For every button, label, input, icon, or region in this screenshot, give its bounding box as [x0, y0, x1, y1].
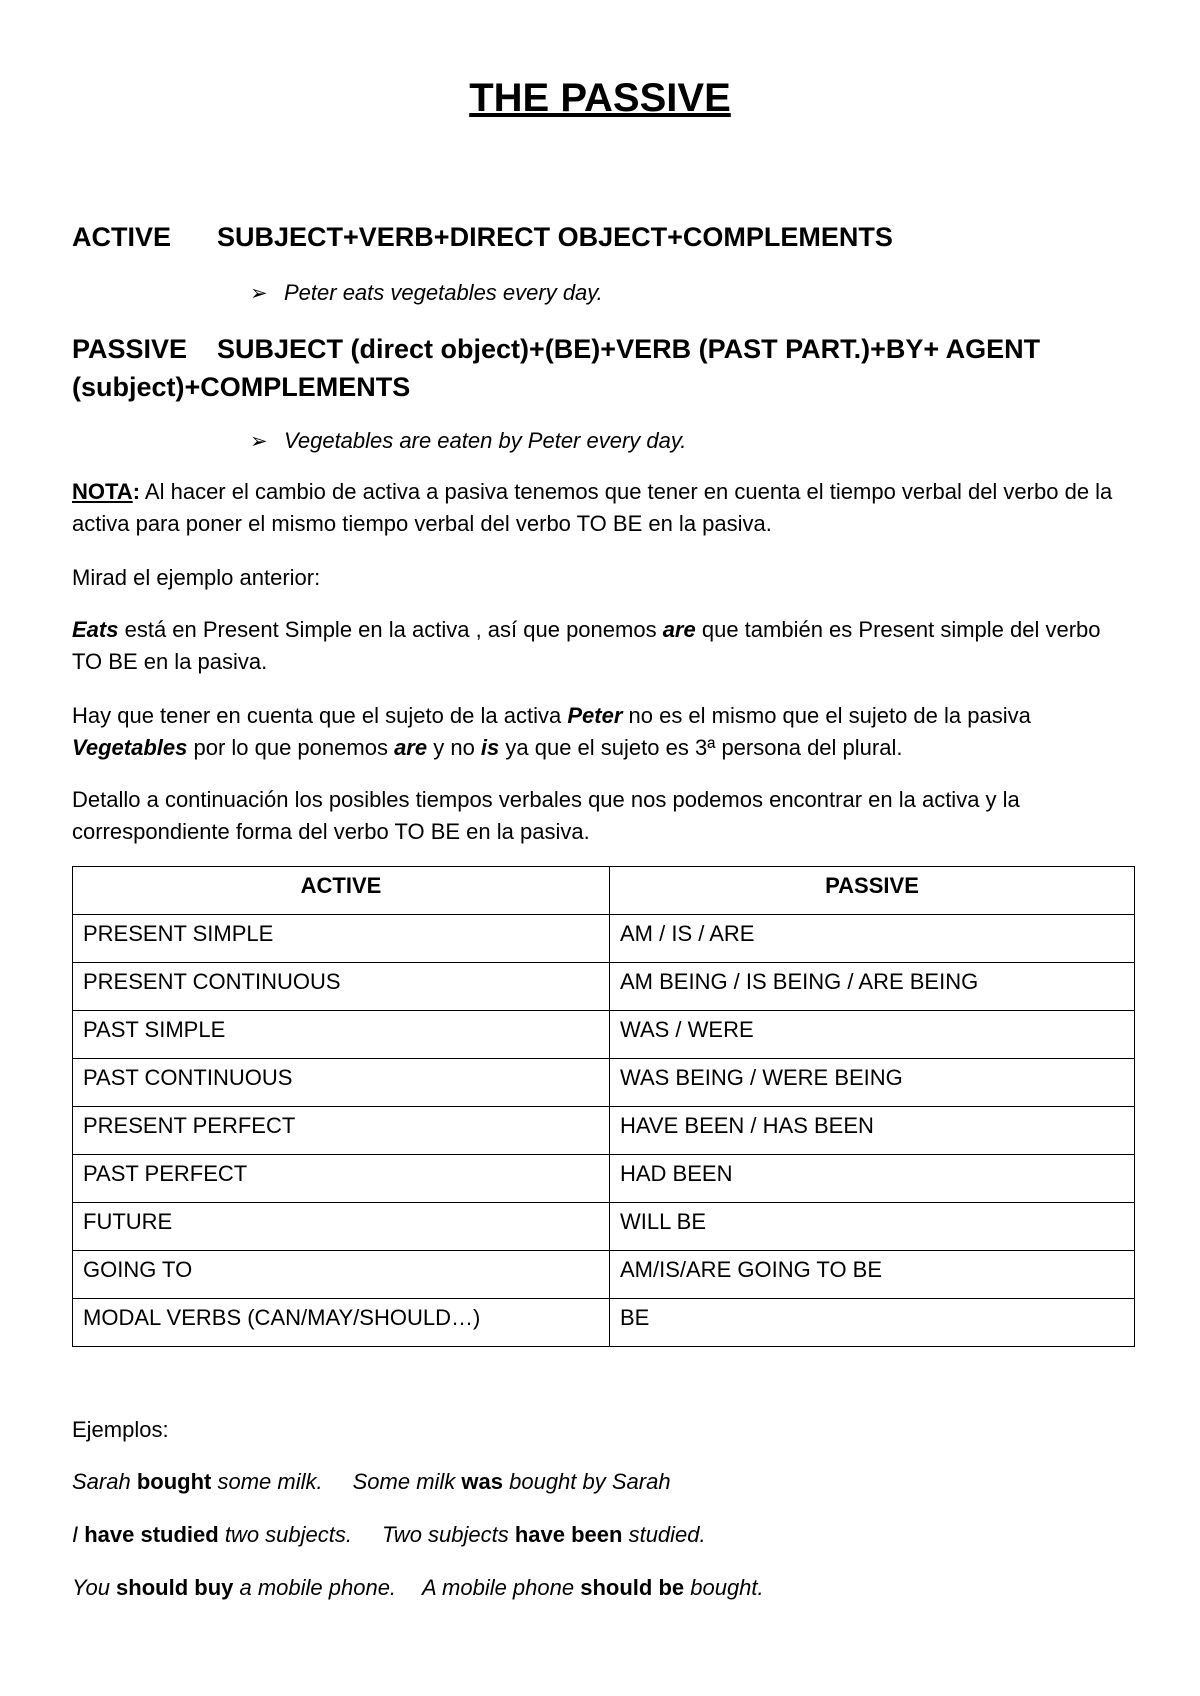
table-row	[73, 1059, 1135, 1107]
are-word: are	[662, 617, 696, 642]
hay-text-2: no es el mismo que el sujeto de la pasiva	[622, 703, 1031, 728]
active-tense-cell: PRESENT PERFECT	[73, 1107, 610, 1155]
eats-paragraph	[72, 614, 1132, 678]
peter-word: Peter	[567, 703, 623, 728]
example-row	[72, 1573, 764, 1603]
example-text: bought by Sarah	[503, 1469, 671, 1494]
hay-text-1: Hay que tener en cuenta que el sujeto de la activa	[72, 703, 568, 728]
passive-be-cell: AM / IS / ARE	[610, 915, 1135, 963]
example-text: I	[72, 1522, 85, 1547]
hay-paragraph	[72, 700, 1132, 764]
nota-text: Al hacer el cambio de activa a pasiva tenemos que tener en cuenta el tiempo verbal del verbo de la activa para poner el mismo tiempo verbal del verbo TO BE en la pasiva.	[72, 479, 1113, 536]
eats-text-2: que también es Present simple del verbo TO BE en la pasiva.	[72, 617, 1101, 674]
example-verb: have been	[514, 1522, 623, 1547]
page-title: THE PASSIVE	[469, 76, 731, 120]
are-word-2: are	[394, 735, 428, 760]
example-verb: bought	[136, 1469, 212, 1494]
active-tense-cell: PAST CONTINUOUS	[73, 1059, 610, 1107]
example-verb: should buy	[116, 1575, 234, 1600]
passive-be-cell: HAVE BEEN / HAS BEEN	[610, 1107, 1135, 1155]
passive-be-cell: WILL BE	[610, 1203, 1135, 1251]
example-text: bought.	[684, 1575, 764, 1600]
ejemplos-label: Ejemplos:	[72, 1417, 169, 1442]
active-tense-cell: FUTURE	[73, 1203, 610, 1251]
example-verb: was	[461, 1469, 503, 1494]
hay-text-4: y no	[427, 735, 481, 760]
active-example-item	[250, 278, 603, 309]
passive-be-cell: WAS / WERE	[610, 1011, 1135, 1059]
table-row	[73, 1107, 1135, 1155]
table-row	[73, 1155, 1135, 1203]
nota-label: NOTA	[72, 479, 133, 504]
arrow-bullet-icon: ➢	[250, 282, 268, 305]
tenses-table	[72, 866, 1135, 1347]
active-tense-cell: MODAL VERBS (CAN/MAY/SHOULD…)	[73, 1299, 610, 1347]
example-text: two subjects.	[218, 1522, 352, 1547]
passive-formula-line2: (subject)+COMPLEMENTS	[72, 372, 411, 402]
example-text: Two subjects	[382, 1522, 515, 1547]
passive-be-cell: HAD BEEN	[610, 1155, 1135, 1203]
example-text: A mobile phone	[422, 1575, 581, 1600]
active-label: ACTIVE	[72, 222, 172, 252]
table-row	[73, 1011, 1135, 1059]
detallo-paragraph: Detallo a continuación los posibles tiempos verbales que nos podemos encontrar en la activa y la correspondiente forma del verbo TO BE en la pasiva.	[72, 787, 1020, 844]
eats-word: Eats	[72, 617, 119, 642]
example-row	[72, 1467, 671, 1497]
vegetables-word: Vegetables	[72, 735, 188, 760]
nota-colon: :	[132, 479, 141, 504]
example-text: Sarah	[72, 1469, 137, 1494]
passive-label: PASSIVE	[72, 334, 188, 364]
active-tense-cell: PAST SIMPLE	[73, 1011, 610, 1059]
passive-be-cell: BE	[610, 1299, 1135, 1347]
active-tense-cell: PRESENT CONTINUOUS	[73, 963, 610, 1011]
example-text: some milk.	[211, 1469, 323, 1494]
hay-text-5: ya que el sujeto es 3ª persona del plural.	[499, 735, 903, 760]
example-text: Some milk	[352, 1469, 462, 1494]
active-tense-cell: GOING TO	[73, 1251, 610, 1299]
hay-text-3: por lo que ponemos	[187, 735, 395, 760]
active-tense-cell: PAST PERFECT	[73, 1155, 610, 1203]
passive-be-cell: AM BEING / IS BEING / ARE BEING	[610, 963, 1135, 1011]
passive-be-cell: AM/IS/ARE GOING TO BE	[610, 1251, 1135, 1299]
table-row	[73, 915, 1135, 963]
active-formula: SUBJECT+VERB+DIRECT OBJECT+COMPLEMENTS	[217, 222, 893, 252]
mirad-paragraph: Mirad el ejemplo anterior:	[72, 565, 321, 590]
active-tense-cell: PRESENT SIMPLE	[73, 915, 610, 963]
table-row	[73, 963, 1135, 1011]
table-row	[73, 1251, 1135, 1299]
passive-example-item	[250, 426, 686, 457]
header-passive: PASSIVE	[610, 867, 1135, 915]
table-header-row	[73, 867, 1135, 915]
passive-formula-line1: SUBJECT (direct object)+(BE)+VERB (PAST PART.)+BY+ AGENT	[217, 334, 1041, 364]
example-row	[72, 1520, 706, 1550]
example-verb: should be	[580, 1575, 685, 1600]
example-verb: have studied	[84, 1522, 219, 1547]
example-text: a mobile phone.	[233, 1575, 397, 1600]
header-active: ACTIVE	[73, 867, 610, 915]
example-text: studied.	[622, 1522, 706, 1547]
example-text: You	[72, 1575, 117, 1600]
table-row	[73, 1299, 1135, 1347]
passive-be-cell: WAS BEING / WERE BEING	[610, 1059, 1135, 1107]
nota-paragraph	[72, 476, 1132, 540]
arrow-bullet-icon: ➢	[250, 430, 268, 453]
active-example: Peter eats vegetables every day.	[284, 280, 603, 305]
table-row	[73, 1203, 1135, 1251]
is-word: is	[480, 735, 500, 760]
eats-text-1: está en Present Simple en la activa , así que ponemos	[118, 617, 663, 642]
passive-example: Vegetables are eaten by Peter every day.	[284, 428, 687, 453]
